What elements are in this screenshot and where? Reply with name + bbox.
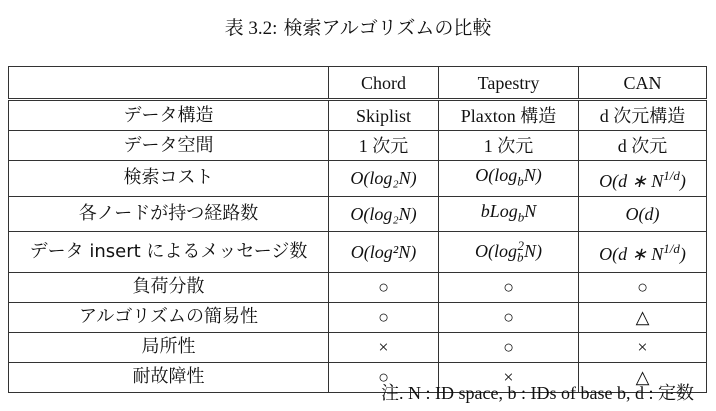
table-cell: × [439,362,579,392]
header-cell-chord: Chord [329,67,439,100]
table-cell: O(log₂N) [329,196,439,232]
footnote: 注. N : ID space, b : IDs of base b, d : 定数 [381,383,694,403]
header-cell-empty [9,67,329,100]
table-cell: d 次元構造 [579,100,707,131]
table-row [9,332,707,362]
row-label: 耐故障性 [9,362,329,392]
table-cell: ○ [329,302,439,332]
table-cell: ○ [329,362,439,392]
table-row [9,100,707,131]
table-cell: Plaxton 構造 [439,100,579,131]
row-label: 局所性 [9,332,329,362]
table-cell: O(log²N) [329,232,439,273]
table-row [9,196,707,232]
comparison-table [8,66,707,393]
table-row [9,131,707,161]
row-label: データ insert によるメッセージ数 [9,232,329,273]
table-cell: △ [579,362,707,392]
table-cell: △ [579,302,707,332]
table-cell: × [579,332,707,362]
table-cell: × [329,332,439,362]
table-cell: $O(\log_bN)$ [439,161,579,197]
caption-title: 検索アルゴリズムの比較 [283,17,492,39]
table-cell: ○ [329,272,439,302]
table-cell: ○ [579,272,707,302]
table-cell: O(d) [579,196,707,232]
table-cell: $O(\log_b^2N)$ [439,232,579,273]
table-caption [0,13,716,40]
table-cell: Skiplist [329,100,439,131]
table-cell: 1 次元 [439,131,579,161]
table-row [9,272,707,302]
table-cell: ○ [439,332,579,362]
row-label: 検索コスト [9,161,329,197]
row-label: アルゴリズムの簡易性 [9,302,329,332]
table-cell: O(d ∗ $N^{1/d}$) [579,161,707,197]
row-label: データ空間 [9,131,329,161]
table-row [9,161,707,197]
table-row [9,232,707,273]
table-row [9,302,707,332]
caption-label: 表 3.2: [224,18,278,39]
table-cell: 1 次元 [329,131,439,161]
table-cell: bLog$_b$N [439,196,579,232]
table-header-row [9,67,707,100]
row-label: 各ノードが持つ経路数 [9,196,329,232]
header-cell-can: CAN [579,67,707,100]
table-cell: ○ [439,302,579,332]
row-label: 負荷分散 [9,272,329,302]
header-cell-tapestry: Tapestry [439,67,579,100]
table-cell: O(d ∗ $N^{1/d}$) [579,232,707,273]
table-cell: d 次元 [579,131,707,161]
row-label: データ構造 [9,100,329,131]
table-cell: O(log₂N) [329,161,439,197]
table-cell: ○ [439,272,579,302]
